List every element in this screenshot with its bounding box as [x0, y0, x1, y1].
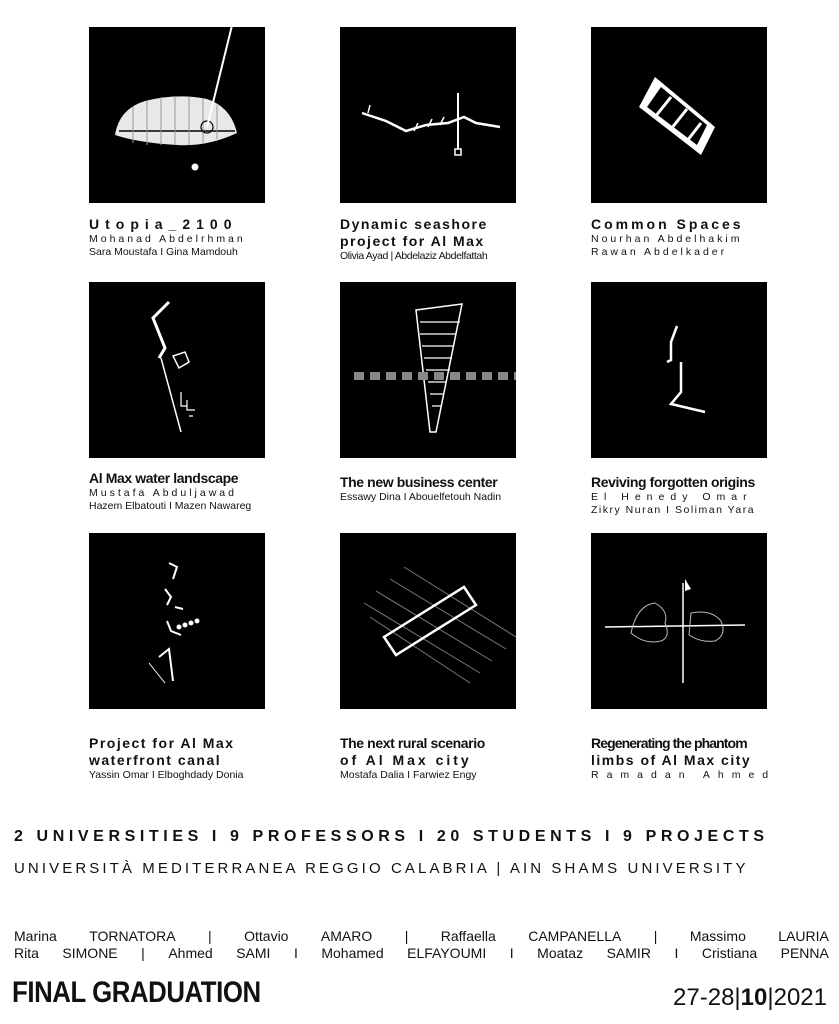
project-caption-7: [89, 735, 269, 782]
professor-name-part: SAMI: [236, 945, 271, 961]
professors-line-2: [14, 945, 829, 962]
professor-name-part: PENNA: [780, 945, 829, 961]
project-image-8[interactable]: [340, 533, 516, 709]
professor-name-part: CAMPANELLA: [528, 928, 622, 944]
origins-bracket-icon: [591, 282, 767, 458]
project-image-2[interactable]: [340, 27, 516, 203]
professor-name-part: SIMONE: [62, 945, 118, 961]
project-caption-3: [591, 216, 771, 259]
professor-name-part: Mohamed: [321, 945, 384, 961]
project-caption-6: [591, 474, 771, 517]
project-title: limbs of Al Max city: [591, 752, 752, 768]
professor-name-part: Cristiana: [701, 945, 758, 961]
professor-name-part: SAMIR: [606, 945, 651, 961]
event-date: [673, 984, 827, 1012]
separator: |: [141, 945, 145, 961]
professor-name-part: Rita: [14, 945, 39, 961]
date-year: |2021: [767, 984, 827, 1011]
project-authors: Olivia Ayad | Abdelaziz Abdelfattah: [340, 250, 488, 262]
project-caption-4: [89, 470, 269, 513]
project-caption-5: [340, 474, 520, 504]
rural-grid-icon: [340, 533, 516, 709]
project-authors: Zikry Nuran I Soliman Yara: [591, 504, 756, 516]
project-image-6[interactable]: [591, 282, 767, 458]
project-authors: Rawan Abdelkader: [591, 246, 728, 258]
professor-name-part: Marina: [14, 928, 57, 944]
project-title: Dynamic seashore: [340, 216, 488, 232]
project-image-3[interactable]: [591, 27, 767, 203]
date-days: 27-28|: [673, 984, 741, 1011]
professor-name-part: Ahmed: [168, 945, 213, 961]
project-authors: Sara Moustafa I Gina Mamdouh: [89, 246, 238, 258]
professor-name-part: Moataz: [537, 945, 584, 961]
project-authors: Essawy Dina I Abouelfetouh Nadin: [340, 491, 502, 503]
project-authors: El Henedy Omar: [591, 491, 753, 503]
project-title: of Al Max city: [340, 752, 472, 768]
final-graduation-title: FINAL GRADUATION: [12, 976, 261, 1009]
project-authors: Nourhan Abdelhakim: [591, 233, 743, 245]
project-caption-8: [340, 735, 520, 782]
project-authors: Mustafa Abduljawad: [89, 487, 237, 499]
professor-name-part: LAURIA: [778, 928, 829, 944]
project-title: Common Spaces: [591, 216, 744, 232]
project-title: waterfront canal: [89, 752, 222, 768]
project-image-5[interactable]: [340, 282, 516, 458]
project-image-4[interactable]: [89, 282, 265, 458]
stats-line: 2 UNIVERSITIES I 9 PROFESSORS I 20 STUDENTS I 9 PROJECTS: [14, 828, 769, 845]
project-title: Utopia_2100: [89, 216, 238, 232]
project-title: Reviving forgotten origins: [591, 474, 755, 490]
comb-block-icon: [591, 27, 767, 203]
project-title: The new business center: [340, 474, 498, 490]
project-authors: Ramadan Ahmed: [591, 769, 777, 781]
separator: |: [653, 928, 658, 944]
project-image-7[interactable]: [89, 533, 265, 709]
project-authors: Yassin Omar I Elboghdady Donia: [89, 769, 244, 781]
project-caption-2: [340, 216, 520, 263]
project-title: Al Max water landscape: [89, 470, 239, 486]
professor-name-part: Raffaella: [440, 928, 496, 944]
professors-line-1: [14, 928, 829, 945]
seashore-line-icon: [340, 27, 516, 203]
project-caption-9: [591, 735, 777, 782]
project-authors: Hazem Elbatouti I Mazen Nawareg: [89, 500, 252, 512]
separator: I: [674, 945, 679, 961]
project-caption-1: [89, 216, 269, 259]
professor-name-part: AMARO: [320, 928, 373, 944]
project-authors: Mostafa Dalia I Farwiez Engy: [340, 769, 477, 781]
project-image-1[interactable]: [89, 27, 265, 203]
professor-name-part: TORNATORA: [89, 928, 176, 944]
universities-line: UNIVERSITÀ MEDITERRANEA REGGIO CALABRIA | AIN SHAMS UNIVERSITY: [14, 860, 749, 877]
project-image-9[interactable]: [591, 533, 767, 709]
water-path-icon: [89, 282, 265, 458]
professor-name-part: Massimo: [689, 928, 746, 944]
separator: I: [293, 945, 298, 961]
teeth-drawing-icon: [89, 27, 265, 203]
separator: |: [404, 928, 409, 944]
project-title: Project for Al Max: [89, 735, 235, 751]
project-title: project for Al Max: [340, 233, 485, 249]
project-title: The next rural scenario: [340, 735, 485, 751]
professor-name-part: Ottavio: [244, 928, 289, 944]
separator: I: [509, 945, 514, 961]
project-authors: Mohanad Abdelrhman: [89, 233, 246, 245]
professor-name-part: ELFAYOUMI: [407, 945, 487, 961]
canal-fragments-icon: [89, 533, 265, 709]
separator: |: [208, 928, 212, 944]
business-tower-icon: [340, 282, 516, 458]
date-month: 10: [740, 984, 768, 1011]
project-title: Regenerating the phantom: [591, 735, 747, 751]
phantom-map-icon: [591, 533, 767, 709]
